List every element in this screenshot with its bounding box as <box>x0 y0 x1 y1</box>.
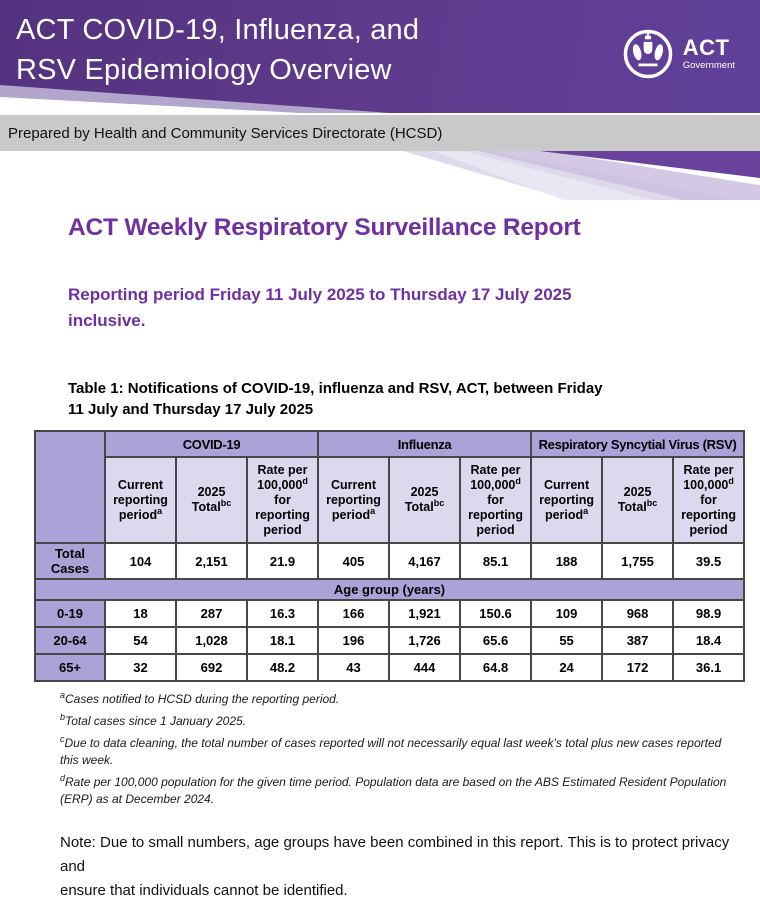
logo-acronym: ACT <box>682 35 730 61</box>
prepared-by-text: Prepared by Health and Community Services Directorate (HCSD) <box>8 124 443 142</box>
cell-value: 692 <box>176 654 247 681</box>
corner-cell <box>35 431 105 543</box>
group-header-influenza: Influenza <box>318 431 531 457</box>
cell-value: 18.4 <box>673 627 744 654</box>
flu-rate-header: Rate per 100,000$^d$ for reporting period <box>460 457 531 543</box>
cell-value: 65.6 <box>460 627 531 654</box>
cell-value: 36.1 <box>673 654 744 681</box>
row-label-20-64: 20-64 <box>35 627 105 654</box>
cell-value: 172 <box>602 654 673 681</box>
rsv-rate-header: Rate per 100,000$^d$ for reporting period <box>673 457 744 543</box>
cell-value: 405 <box>318 543 389 579</box>
cell-value: 109 <box>531 600 602 627</box>
table-row-age-65plus <box>35 654 744 681</box>
cell-value: 64.8 <box>460 654 531 681</box>
report-body <box>0 214 760 903</box>
cell-value: 32 <box>105 654 176 681</box>
cell-value: 16.3 <box>247 600 318 627</box>
cell-value: 98.9 <box>673 600 744 627</box>
decorative-diagonal-band <box>0 151 760 200</box>
act-coat-of-arms-icon <box>622 28 674 80</box>
reporting-period <box>68 282 730 334</box>
covid-2025-total-header: 2025 Total$^{bc}$ <box>176 457 247 543</box>
cell-value: 188 <box>531 543 602 579</box>
reporting-period-line2: inclusive. <box>68 311 146 330</box>
cell-value: 43 <box>318 654 389 681</box>
group-header-covid19: COVID-19 <box>105 431 318 457</box>
cell-value: 21.9 <box>247 543 318 579</box>
table1-caption-line2: 11 July and Thursday 17 July 2025 <box>68 401 314 418</box>
cell-value: 196 <box>318 627 389 654</box>
cell-value: 39.5 <box>673 543 744 579</box>
masthead-title-line1: ACT COVID-19, Influenza, and <box>16 14 420 46</box>
cell-value: 1,028 <box>176 627 247 654</box>
cell-value: 24 <box>531 654 602 681</box>
masthead-title <box>16 10 419 90</box>
table1-caption-line1: Table 1: Notifications of COVID-19, influenza and RSV, ACT, between Friday <box>68 380 603 397</box>
table-row-age-20-64 <box>35 627 744 654</box>
cell-value: 4,167 <box>389 543 460 579</box>
rsv-2025-total-header: 2025 Total$^{bc}$ <box>602 457 673 543</box>
logo-caption: Government <box>682 60 735 72</box>
age-group-band-row <box>35 579 744 600</box>
row-label-0-19: 0-19 <box>35 600 105 627</box>
flu-2025-total-header: 2025 Total$^{bc}$ <box>389 457 460 543</box>
cell-value: 85.1 <box>460 543 531 579</box>
table-row-age-0-19 <box>35 600 744 627</box>
cell-value: 48.2 <box>247 654 318 681</box>
age-group-band-label: Age group (years) <box>35 579 744 600</box>
footnote-c: $^c$Due to data cleaning, the total number of cases reported will not necessarily equal last week’s total plus new cases reported this week. <box>60 733 722 768</box>
cell-value: 18 <box>105 600 176 627</box>
privacy-note <box>60 831 730 903</box>
flu-current-period-header: Current reporting period$^a$ <box>318 457 389 543</box>
footnote-d: $^d$Rate per 100,000 population for the given time period. Population data are based on the ABS Estimated Resident Population (ERP) as at December 2024. <box>60 773 727 807</box>
cell-value: 18.1 <box>247 627 318 654</box>
privacy-note-line2: ensure that individuals cannot be identified. <box>60 881 348 899</box>
table-row-total-cases <box>35 543 744 579</box>
cell-value: 166 <box>318 600 389 627</box>
cell-value: 1,755 <box>602 543 673 579</box>
table-footnotes <box>60 691 728 809</box>
table1-caption <box>68 378 730 420</box>
cell-value: 104 <box>105 543 176 579</box>
cell-value: 968 <box>602 600 673 627</box>
logo-wordmark <box>683 37 735 71</box>
cell-value: 1,726 <box>389 627 460 654</box>
cell-value: 387 <box>602 627 673 654</box>
privacy-note-line1: Note: Due to small numbers, age groups have been combined in this report. This is to protect privacy and <box>60 833 730 875</box>
masthead-title-line2: RSV Epidemiology Overview <box>16 54 392 86</box>
footnote-b: $^b$Total cases since 1 January 2025. <box>60 711 247 728</box>
report-title: ACT Weekly Respiratory Surveillance Report <box>68 214 581 241</box>
cell-value: 54 <box>105 627 176 654</box>
reporting-period-line1: Reporting period Friday 11 July 2025 to Thursday 17 July 2025 <box>68 285 572 304</box>
masthead <box>0 0 760 113</box>
row-label-65plus: 65+ <box>35 654 105 681</box>
row-label-total-cases: Total Cases <box>35 543 105 579</box>
footnote-a: $^a$Cases notified to HCSD during the reporting period. <box>60 690 340 706</box>
cell-value: 1,921 <box>389 600 460 627</box>
cell-value: 150.6 <box>460 600 531 627</box>
notifications-table <box>34 430 745 682</box>
covid-rate-header: Rate per 100,000$^d$ for reporting period <box>247 457 318 543</box>
covid-current-period-header: Current reporting period$^a$ <box>105 457 176 543</box>
cell-value: 55 <box>531 627 602 654</box>
prepared-by-bar <box>0 115 760 151</box>
act-government-logo <box>622 28 735 80</box>
cell-value: 2,151 <box>176 543 247 579</box>
rsv-current-period-header: Current reporting period$^a$ <box>531 457 602 543</box>
group-header-rsv: Respiratory Syncytial Virus (RSV) <box>531 431 744 457</box>
cell-value: 444 <box>389 654 460 681</box>
cell-value: 287 <box>176 600 247 627</box>
